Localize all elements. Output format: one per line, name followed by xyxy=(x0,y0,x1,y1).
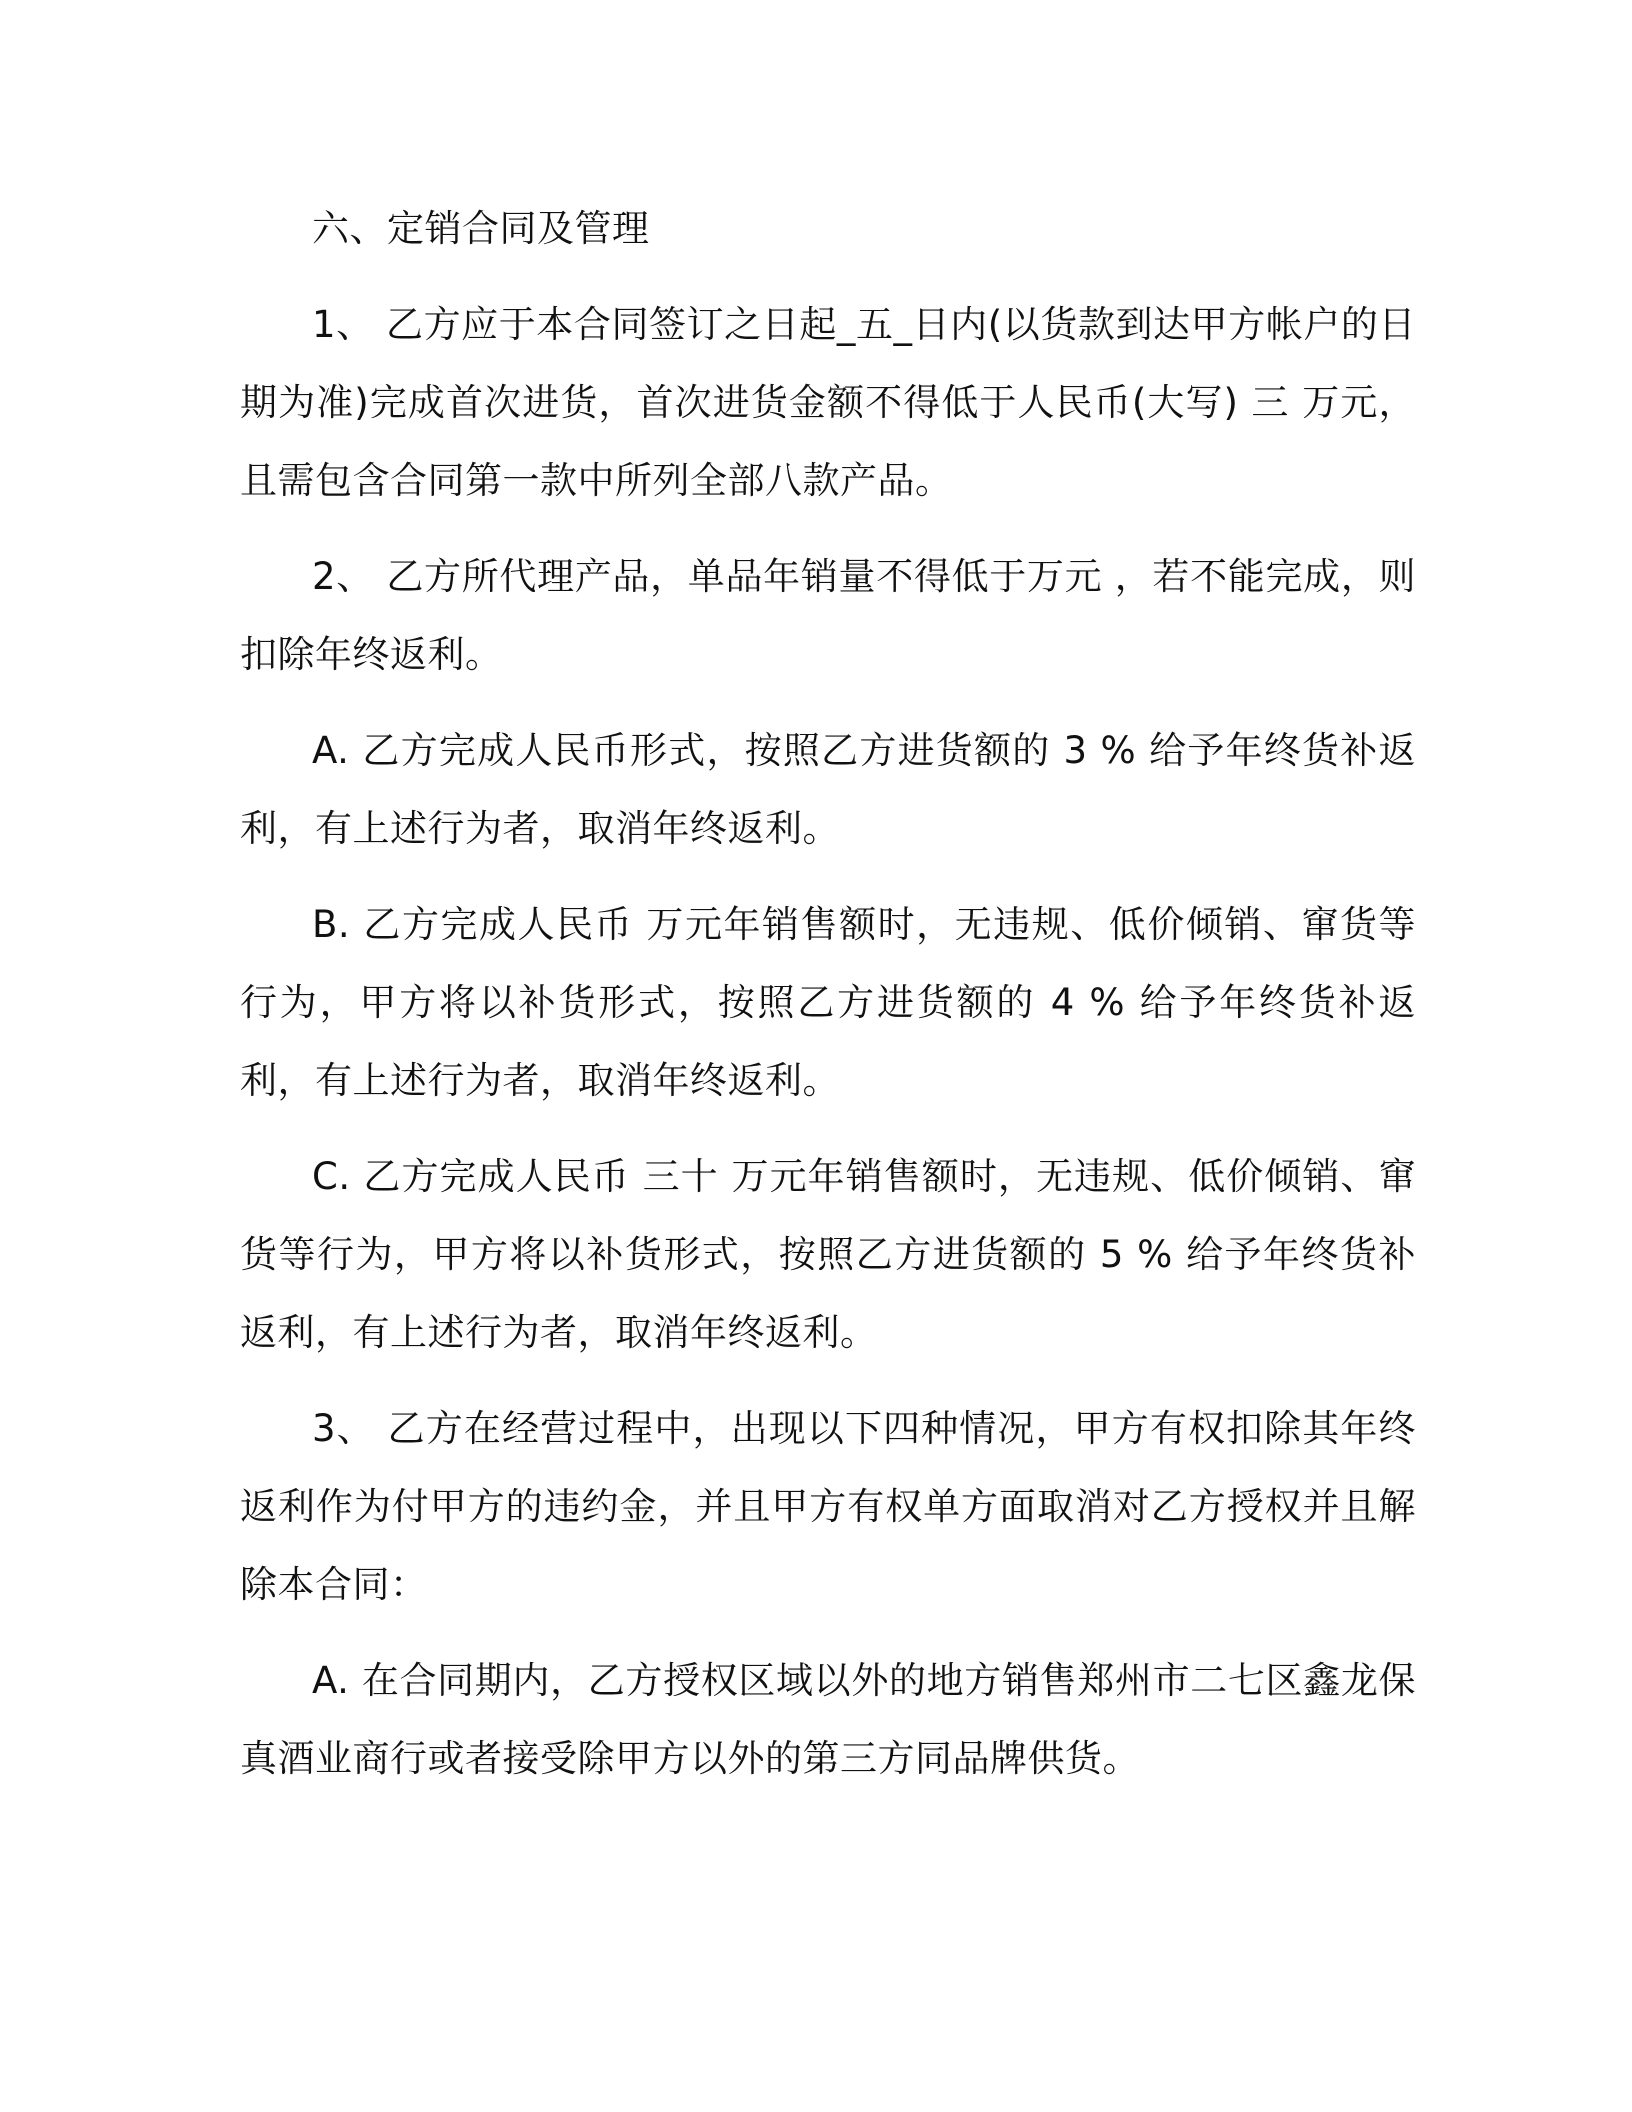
document-page xyxy=(240,190,1416,1816)
clause-2b: B. 乙方完成人民币 万元年销售额时，无违规、低价倾销、窜货等行为，甲方将以补货形式，按照乙方进货额的 4 % 给予年终货补返利，有上述行为者，取消年终返利。 xyxy=(240,903,1416,1102)
clause-2: 2、 乙方所代理产品，单品年销量不得低于万元 ，若不能完成，则扣除年终返利。 xyxy=(240,555,1416,676)
clause-3a: A. 在合同期内，乙方授权区域以外的地方销售郑州市二七区鑫龙保真酒业商行或者接受除甲方以外的第三方同品牌供货。 xyxy=(240,1659,1416,1780)
clause-3: 3、 乙方在经营过程中，出现以下四种情况，甲方有权扣除其年终返利作为付甲方的违约金，并且甲方有权单方面取消对乙方授权并且解除本合同： xyxy=(240,1407,1416,1606)
clause-1: 1、 乙方应于本合同签订之日起_五_日内(以货款到达甲方帐户的日期为准)完成首次进货，首次进货金额不得低于人民币(大写) 三 万元，且需包含合同第一款中所列全部八款产品。 xyxy=(240,303,1416,502)
section-title: 六、定销合同及管理 xyxy=(312,207,650,250)
clause-2c: C. 乙方完成人民币 三十 万元年销售额时，无违规、低价倾销、窜货等行为，甲方将以补货形式，按照乙方进货额的 5 % 给予年终货补返利，有上述行为者，取消年终返利。 xyxy=(240,1155,1416,1354)
clause-2a: A. 乙方完成人民币形式，按照乙方进货额的 3 % 给予年终货补返利，有上述行为者，取消年终返利。 xyxy=(240,729,1416,850)
